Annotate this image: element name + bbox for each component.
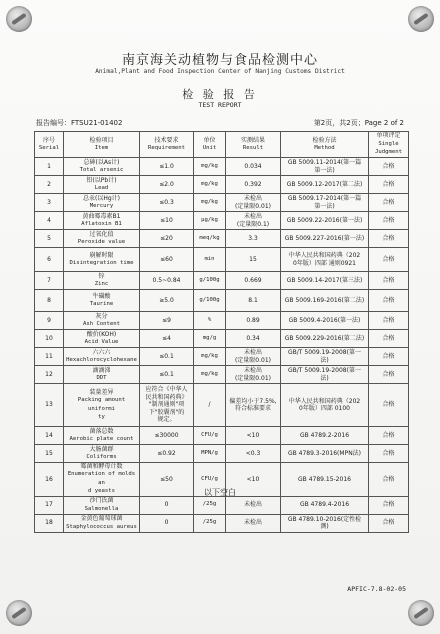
cell-method: GB 4789.3-2016(MPN法): [281, 445, 369, 463]
header-method: 检验方法 Method: [281, 132, 369, 158]
table-row: [35, 514, 409, 532]
table-row: [35, 384, 409, 427]
cell-serial: 7: [35, 272, 64, 290]
cell-unit: g/100g: [194, 290, 226, 312]
cell-judgment: 合格: [369, 366, 409, 384]
cell-unit: mg/kg: [194, 366, 226, 384]
cell-result: 未检出 (定量限0.1): [226, 212, 281, 230]
cell-method: GB 5009.11-2014(第一篇 第一法): [281, 158, 369, 176]
cell-item: 大肠菌群 Coliforms: [64, 445, 140, 463]
cell-serial: 10: [35, 330, 64, 348]
cell-method: GB 5009.22-2016(第一法): [281, 212, 369, 230]
table-row: [35, 330, 409, 348]
cell-method: GB/T 5009.19-2008(第一 法): [281, 366, 369, 384]
header-serial: 序号 Serial: [35, 132, 64, 158]
cell-result: 未检出 (定量限0.01): [226, 194, 281, 212]
cell-serial: 17: [35, 496, 64, 514]
blank-below-note: 以下空白: [204, 488, 236, 497]
header-requirement: 技术要求 Requirement: [140, 132, 194, 158]
cell-serial: 18: [35, 514, 64, 532]
cell-unit: mg/kg: [194, 348, 226, 366]
table-row: [35, 348, 409, 366]
cell-judgment: 合格: [369, 272, 409, 290]
cell-unit: μg/kg: [194, 212, 226, 230]
cell-item: 铅(以Pb计) Lead: [64, 176, 140, 194]
cell-method: GB 5009.14-2017(第三法): [281, 272, 369, 290]
cell-requirement: 0: [140, 496, 194, 514]
table-row: [35, 290, 409, 312]
cell-method: GB 4789.10-2016(定性检 测): [281, 514, 369, 532]
table-row: [35, 212, 409, 230]
cell-unit: %: [194, 312, 226, 330]
page-indicator: 第2页，共2页；Page 2 of 2: [313, 119, 404, 127]
cell-result: 未检出 (定量限0.01): [226, 348, 281, 366]
cell-item: 灰分 Ash Content: [64, 312, 140, 330]
cell-judgment: 合格: [369, 212, 409, 230]
cell-judgment: 合格: [369, 514, 409, 532]
cell-serial: 16: [35, 463, 64, 497]
cell-requirement: ≤0.92: [140, 445, 194, 463]
cell-judgment: 合格: [369, 427, 409, 445]
cell-method: 中华人民共和国药典（202 0年版）四部 0100: [281, 384, 369, 427]
cell-judgment: 合格: [369, 158, 409, 176]
cell-serial: 2: [35, 176, 64, 194]
cell-item: 霉菌和酵母计数 Enumeration of molds an d yeasts: [64, 463, 140, 497]
cell-requirement: ≥5.0: [140, 290, 194, 312]
cell-method: GB 4789.4-2016: [281, 496, 369, 514]
cell-requirement: ≤20: [140, 230, 194, 248]
cell-method: GB 5009.17-2014(第一篇 第一法): [281, 194, 369, 212]
cell-method: GB 5009.4-2016(第一法): [281, 312, 369, 330]
cell-result: 未检出 (定量限0.01): [226, 366, 281, 384]
cell-requirement: 应符合《中华人 民共和国药典》 "制剂通则"项 下"胶囊剂"的 规定。: [140, 384, 194, 427]
cell-result: 0.034: [226, 158, 281, 176]
form-code: APFIC-7.8-02-05: [347, 585, 406, 593]
cell-serial: 11: [35, 348, 64, 366]
cell-item: 牛磺酸 Taurine: [64, 290, 140, 312]
cell-serial: 6: [35, 248, 64, 272]
cell-item: 过氧化值 Peroxide value: [64, 230, 140, 248]
cell-result: 未检出: [226, 496, 281, 514]
cell-judgment: 合格: [369, 384, 409, 427]
cell-judgment: 合格: [369, 348, 409, 366]
cell-unit: mg/g: [194, 330, 226, 348]
cell-judgment: 合格: [369, 445, 409, 463]
table-row: [35, 176, 409, 194]
table-row: [35, 194, 409, 212]
cell-item: 六六六 Hexachlorocyclohexane: [64, 348, 140, 366]
cell-requirement: ≤0.3: [140, 194, 194, 212]
punch-hole-icon: [6, 600, 32, 626]
table-row: [35, 366, 409, 384]
cell-requirement: ≤0.1: [140, 366, 194, 384]
report-title-cn: 检 验 报 告: [182, 88, 258, 101]
cell-serial: 9: [35, 312, 64, 330]
report-number: 报告编号：FTSU21-01402: [36, 119, 123, 127]
cell-unit: /: [194, 384, 226, 427]
cell-method: 中华人民共和国药典（202 0年版）四部 通则0921: [281, 248, 369, 272]
cell-requirement: ≤0.1: [140, 348, 194, 366]
cell-result: 0.34: [226, 330, 281, 348]
table-row: [35, 496, 409, 514]
cell-unit: mg/kg: [194, 158, 226, 176]
cell-requirement: ≤4: [140, 330, 194, 348]
cell-judgment: 合格: [369, 176, 409, 194]
header-judgment: 单项评定 Single Judgment: [369, 132, 409, 158]
cell-judgment: 合格: [369, 248, 409, 272]
cell-requirement: ≤30000: [140, 427, 194, 445]
table-row: [35, 248, 409, 272]
cell-item: 酸价(KOH) Acid Value: [64, 330, 140, 348]
table-row: [35, 272, 409, 290]
cell-unit: g/100g: [194, 272, 226, 290]
cell-serial: 3: [35, 194, 64, 212]
cell-item: 装量差异 Packing amount uniformi ty: [64, 384, 140, 427]
table-header-row: [35, 132, 409, 158]
cell-item: 滴滴涕 DDT: [64, 366, 140, 384]
cell-requirement: ≤60: [140, 248, 194, 272]
cell-result: 15: [226, 248, 281, 272]
cell-serial: 14: [35, 427, 64, 445]
cell-unit: /25g: [194, 496, 226, 514]
cell-unit: CFU/g: [194, 427, 226, 445]
cell-unit: mg/kg: [194, 194, 226, 212]
cell-result: 0.89: [226, 312, 281, 330]
cell-serial: 4: [35, 212, 64, 230]
cell-item: 总汞(以Hg计) Mercury: [64, 194, 140, 212]
cell-item: 金黄色葡萄球菌 Staphylococcus aureus: [64, 514, 140, 532]
cell-result: 0.392: [226, 176, 281, 194]
cell-item: 崩解时限 Disintegration time: [64, 248, 140, 272]
org-name-en: Animal,Plant and Food Inspection Center of Nanjing Customs District: [95, 68, 345, 75]
cell-unit: /25g: [194, 514, 226, 532]
cell-method: GB 4789.2-2016: [281, 427, 369, 445]
cell-requirement: ≤9: [140, 312, 194, 330]
table-row: [35, 427, 409, 445]
table-row: [35, 445, 409, 463]
results-table: [34, 131, 409, 533]
cell-item: 总砷(以As计) Total arsenic: [64, 158, 140, 176]
cell-unit: MPN/g: [194, 445, 226, 463]
punch-hole-icon: [408, 600, 434, 626]
cell-requirement: 0.5~0.84: [140, 272, 194, 290]
header-item: 检验项目 Item: [64, 132, 140, 158]
cell-method: GB/T 5009.19-2008(第一 法): [281, 348, 369, 366]
cell-requirement: ≤2.0: [140, 176, 194, 194]
header-unit: 单位 Unit: [194, 132, 226, 158]
table-row: [35, 158, 409, 176]
cell-serial: 13: [35, 384, 64, 427]
cell-requirement: ≤1.0: [140, 158, 194, 176]
cell-serial: 12: [35, 366, 64, 384]
cell-result: <10: [226, 427, 281, 445]
cell-item: 锌 Zinc: [64, 272, 140, 290]
cell-method: GB 4789.15-2016: [281, 463, 369, 497]
report-title-en: TEST REPORT: [198, 101, 242, 109]
cell-method: GB 5009.12-2017(第二法): [281, 176, 369, 194]
cell-unit: mg/kg: [194, 176, 226, 194]
cell-method: GB 5009.229-2016(第二法): [281, 330, 369, 348]
cell-judgment: 合格: [369, 463, 409, 497]
cell-unit: CFU/g: [194, 463, 226, 497]
cell-requirement: 0: [140, 514, 194, 532]
cell-item: 沙门氏菌 Salmonella: [64, 496, 140, 514]
cell-item: 黄曲霉毒素B1 Aflatoxin B1: [64, 212, 140, 230]
cell-serial: 8: [35, 290, 64, 312]
cell-result: <10: [226, 463, 281, 497]
header-result: 实测结果 Result: [226, 132, 281, 158]
cell-result: 8.1: [226, 290, 281, 312]
cell-unit: meq/kg: [194, 230, 226, 248]
cell-requirement: ≤50: [140, 463, 194, 497]
cell-unit: min: [194, 248, 226, 272]
cell-judgment: 合格: [369, 312, 409, 330]
punch-hole-icon: [408, 6, 434, 32]
cell-result: 0.669: [226, 272, 281, 290]
punch-hole-icon: [6, 6, 32, 32]
cell-judgment: 合格: [369, 230, 409, 248]
cell-method: GB 5009.169-2016(第二法): [281, 290, 369, 312]
cell-result: <0.3: [226, 445, 281, 463]
cell-result: 偏差均小于7.5%, 符合标准要求: [226, 384, 281, 427]
org-name-cn: 南京海关动植物与食品检测中心: [121, 53, 318, 68]
cell-judgment: 合格: [369, 290, 409, 312]
cell-result: 未检出: [226, 514, 281, 532]
cell-serial: 5: [35, 230, 64, 248]
cell-requirement: ≤10: [140, 212, 194, 230]
table-row: [35, 312, 409, 330]
cell-serial: 15: [35, 445, 64, 463]
cell-result: 3.3: [226, 230, 281, 248]
cell-item: 菌落总数 Aerobic plate count: [64, 427, 140, 445]
cell-judgment: 合格: [369, 496, 409, 514]
cell-judgment: 合格: [369, 194, 409, 212]
cell-judgment: 合格: [369, 330, 409, 348]
cell-serial: 1: [35, 158, 64, 176]
cell-method: GB 5009.227-2016(第一法): [281, 230, 369, 248]
table-row: [35, 230, 409, 248]
